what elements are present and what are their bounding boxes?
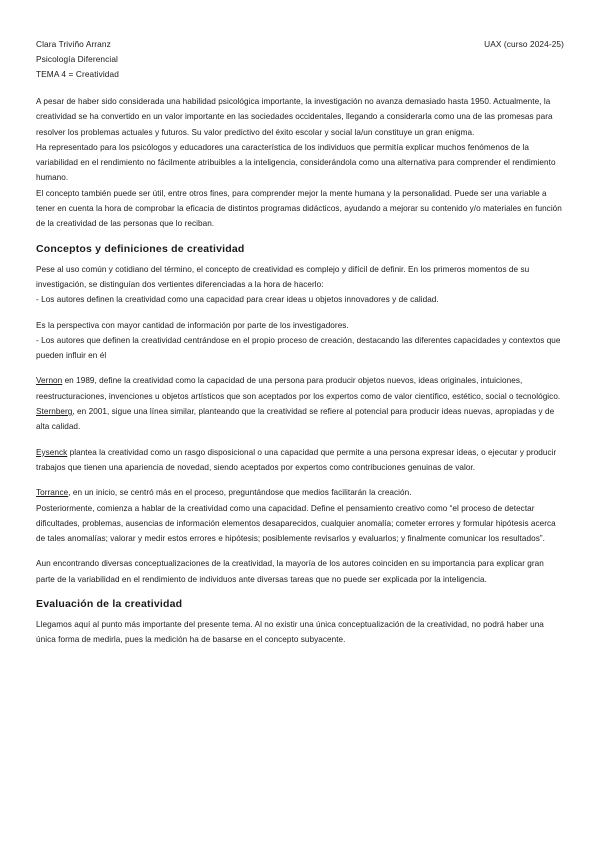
page-header (36, 37, 564, 82)
conceptos-bullet-1: - Los autores definen la creatividad como una capacidad para crear ideas u objetos innovadores y de calidad. (36, 295, 439, 305)
section-heading-evaluacion: Evaluación de la creatividad (36, 598, 183, 611)
intro-paragraph-3: El concepto también puede ser útil, entre otros fines, para comprender mejor la mente humana y la personalidad. Puede ser una variable a tener en cuenta la hora de comprobar la eficacia de distintos programas didácticos, ayudando a mejorar su contenido y/o materiales en función de la creatividad de las personas que lo reciban. (36, 188, 562, 229)
subject-name: Psicología Diferencial (36, 54, 118, 64)
torrance-paragraph: Torrance, en un inicio, se centró más en el proceso, preguntándose que medios facilitarán la creación. (36, 488, 412, 498)
eysenck-paragraph: Eysenck plantea la creatividad como un rasgo disposicional o una capacidad que permite a una persona expresar ideas, o ejecutar y producir trabajos que tienen una apariencia de novedad, siendo aceptados por expertos como contribuciones genuinas de valor. (36, 447, 557, 472)
course-label: UAX (curso 2024-25) (484, 39, 564, 49)
vernon-paragraph: Vernon en 1989, define la creatividad como la capacidad de una persona para producir objetos nuevos, ideas originales, intuiciones, reestructuraciones, invenciones u objetos artísticos que son aceptados por los expertos como de valor científico, estético, social o tecnológico. Sternberg, en 2001, sigue una línea similar, planteando que la creatividad se refiere al potencial para producir ideas nuevas, apropiadas y de alta calidad. (36, 376, 561, 432)
author-vernon: Vernon (36, 376, 63, 386)
topic-title: TEMA 4 = Creatividad (36, 69, 119, 79)
author-sternberg: Sternberg (36, 407, 73, 417)
torrance-definition-paragraph: Posteriormente, comienza a hablar de la creatividad como una capacidad. Define el pensamiento creativo como “el proceso de detectar dificultades, problemas, ausencias de información elementos desaparecidos, cualquier anomalía; cometer errores y formular hipótesis acerca de tales anomalías; valorar y medir estos errores e hipótesis; posiblemente revisarlos y evaluarlos; y finalmente comunicar los resultados”. (36, 503, 556, 544)
author-name: Clara Triviño Arranz (36, 39, 111, 49)
section-heading-conceptos: Conceptos y definiciones de creatividad (36, 242, 245, 255)
document-body (36, 94, 564, 648)
conceptos-paragraph-2: Es la perspectiva con mayor cantidad de información por parte de los investigadores. (36, 320, 349, 330)
evaluacion-paragraph-1: Llegamos aquí al punto más importante del presente tema. Al no existir una única conceptualización de la creatividad, no podrá haber una única forma de medirla, pues la medición ha de basarse en el concepto subyacente. (36, 620, 544, 645)
author-torrance: Torrance (36, 488, 69, 498)
conceptos-bullet-2: - Los autores que definen la creatividad centrándose en el propio proceso de creación, destacando las diferentes capacidades y contextos que pueden influir en él (36, 335, 561, 361)
intro-paragraph-2: Ha representado para los psicólogos y educadores una característica de los individuos que permitía explicar muchos fenómenos de la variabilidad en el rendimiento no fácilmente atribuibles a la inteligencia, considerándola como una alternativa para comprender el rendimiento humano. (36, 142, 556, 183)
conclusion-paragraph: Aun encontrando diversas conceptualizaciones de la creatividad, la mayoría de los autores coinciden en su importancia para explicar gran parte de la variabilidad en el rendimiento de individuos ante diversas tareas que no puede ser explicada por la inteligencia. (36, 559, 544, 584)
author-eysenck: Eysenck (36, 447, 68, 457)
intro-paragraph-1: A pesar de haber sido considerada una habilidad psicológica importante, la investigación no avanza demasiado hasta 1950. Actualmente, la creatividad se ha convertido en un valor importante en las sociedades occidentales, llegando a considerarla como una de las promesas para resolver los problemas actuales y futuros. Su valor predictivo del éxito escolar y social la/un constituye un gran enigma. (36, 97, 553, 137)
conceptos-paragraph-1: Pese al uso común y cotidiano del término, el concepto de creatividad es complejo y difícil de definir. En los primeros momentos de su investigación, se distinguían dos vertientes diferenciadas a la hora de hacerlo: (36, 264, 530, 289)
